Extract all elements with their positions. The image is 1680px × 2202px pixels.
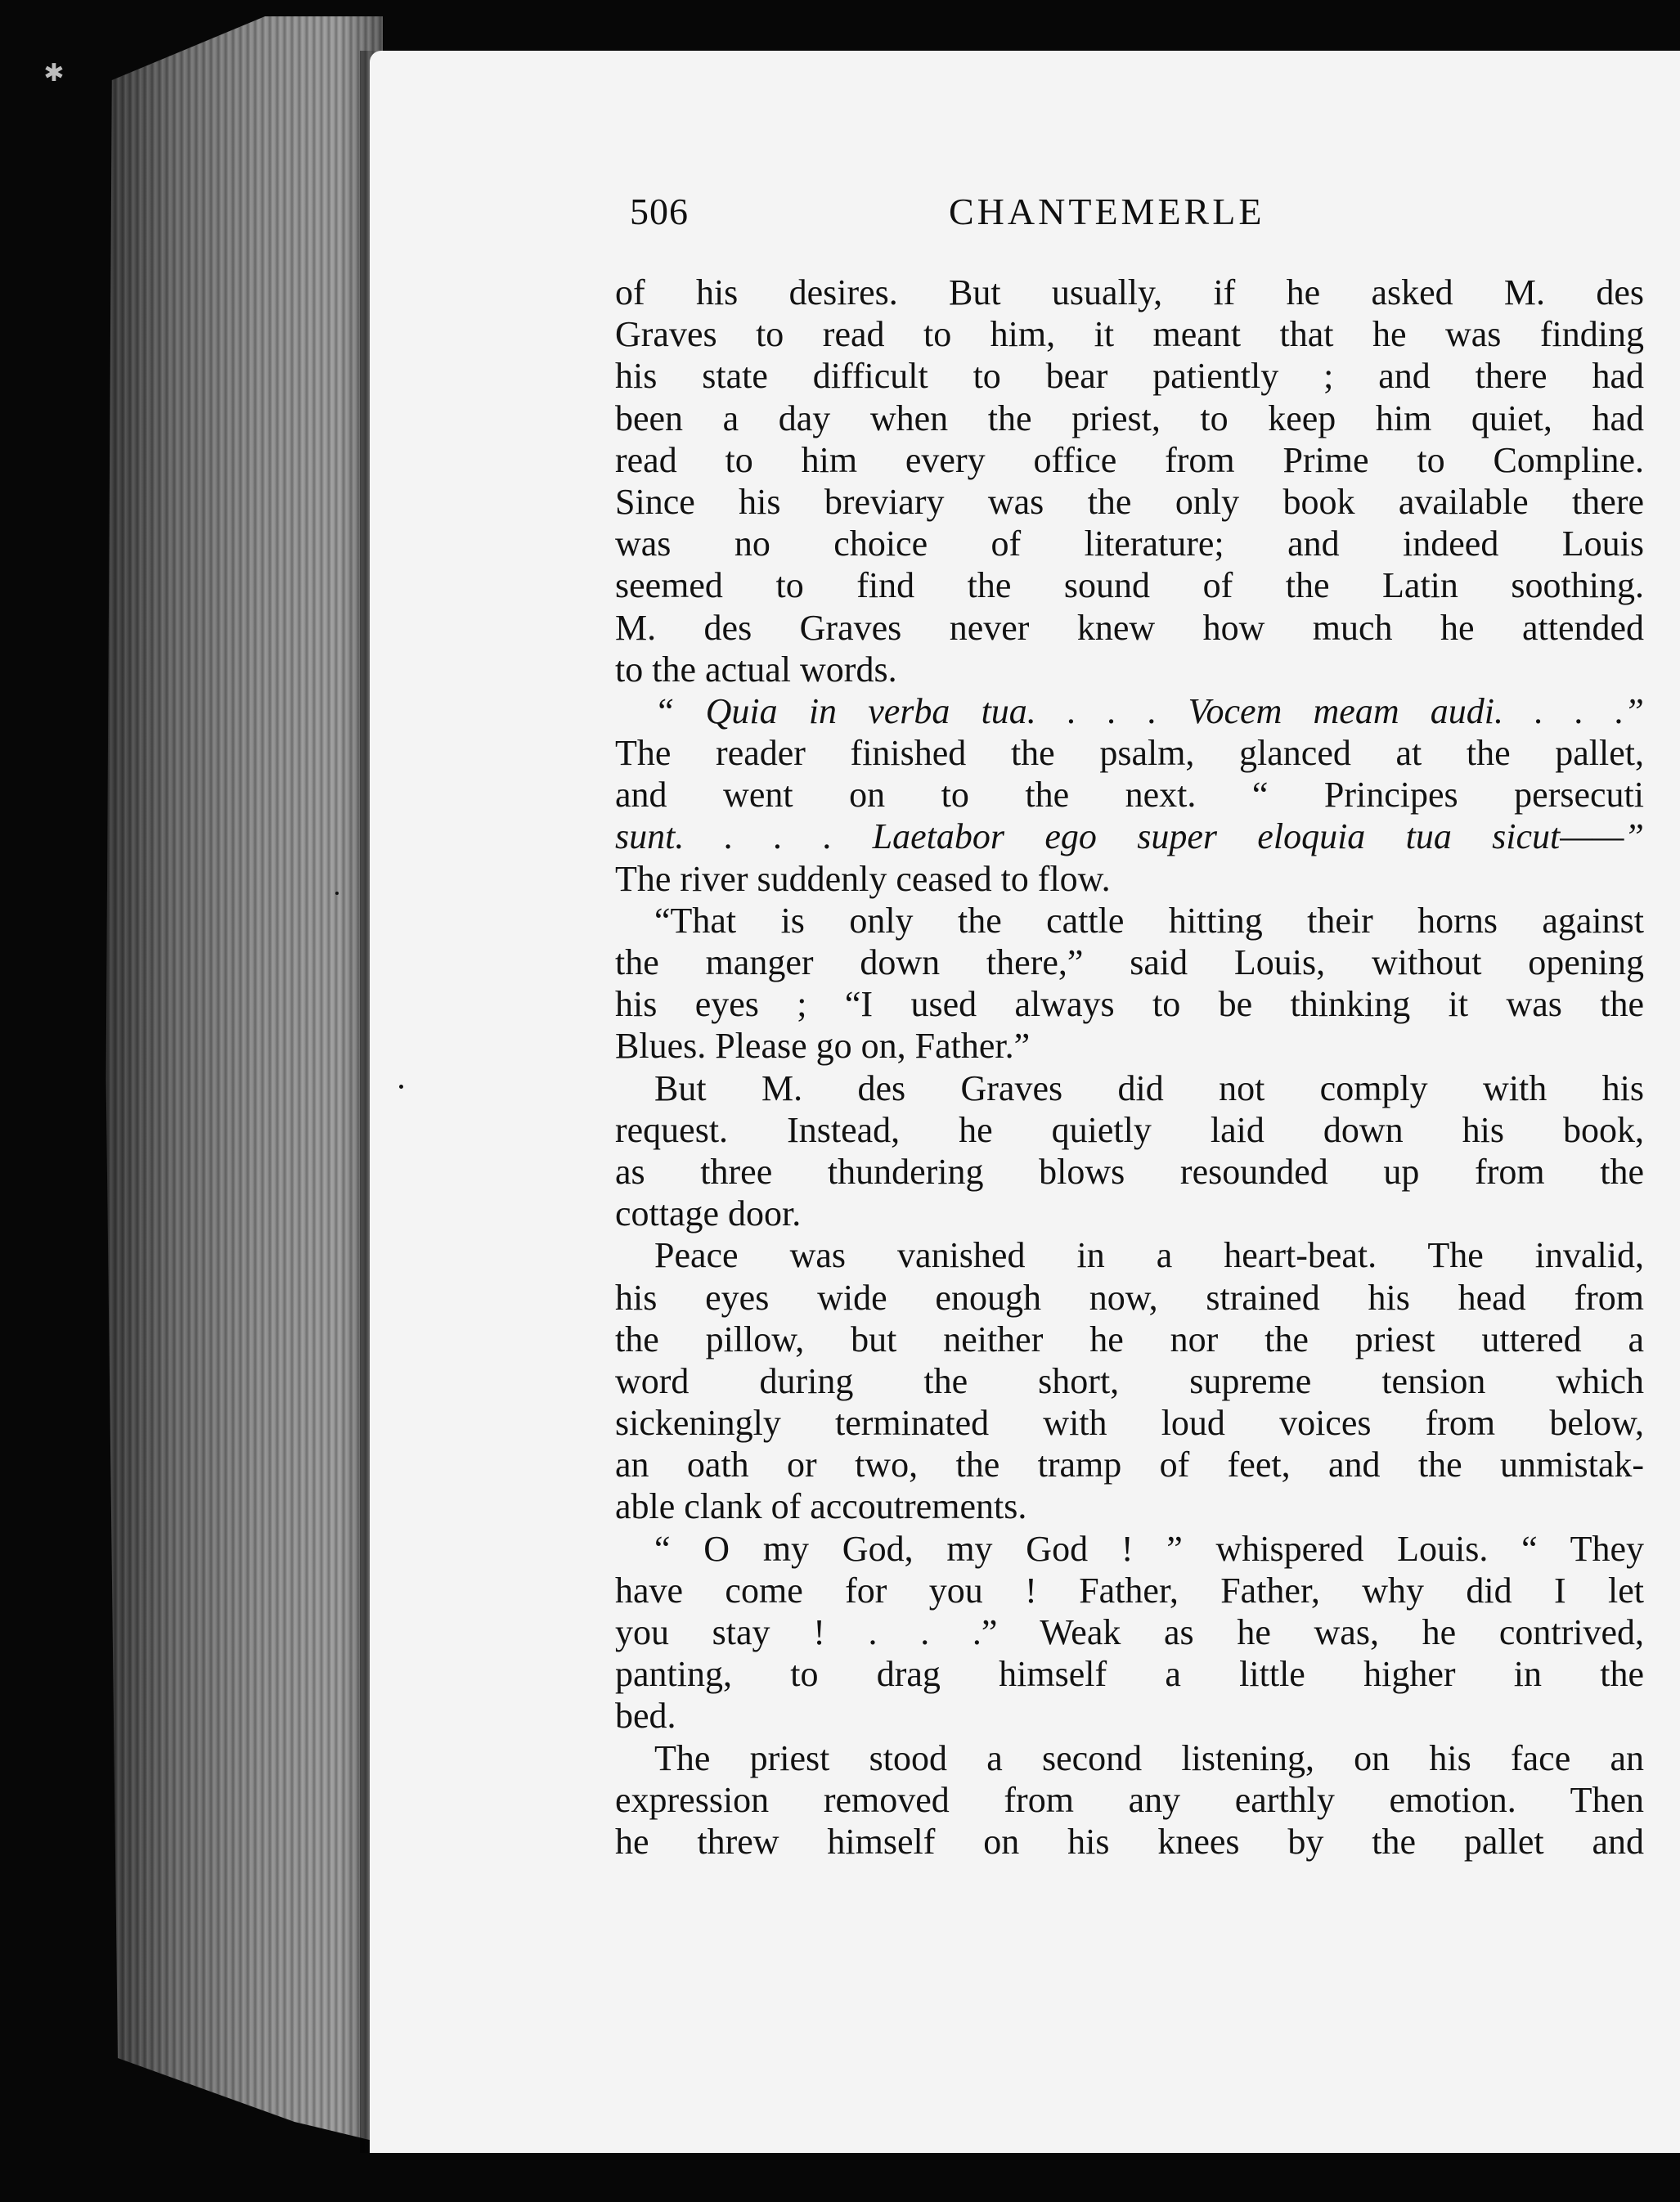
text-line: an oath or two, the tramp of feet, and the unmistak- — [615, 1445, 1644, 1485]
text-line: the pillow, but neither he nor the priest uttered a — [615, 1319, 1644, 1359]
text-line: of his desires. But usually, if he asked M. des — [615, 272, 1644, 312]
text-line: But M. des Graves did not comply with his — [654, 1067, 1644, 1108]
text-line: “That is only the cattle hitting their horns against — [654, 900, 1644, 941]
running-head — [630, 190, 1644, 247]
body-text — [615, 272, 1644, 1863]
text-line: and went on to the next. “ Principes persecuti — [615, 775, 1644, 816]
text-line: his eyes wide enough now, strained his head from — [615, 1277, 1644, 1318]
latin-quote-line: “ Quia in verba tua. . . . Vocem meam audi. . . .” — [654, 690, 1644, 731]
ink-speck — [399, 1085, 403, 1089]
text-line: The reader finished the psalm, glanced at the pallet, — [615, 733, 1644, 774]
text-line: Graves to read to him, it meant that he was finding — [615, 314, 1644, 355]
text-line: to the actual words. — [615, 649, 897, 690]
text-line: have come for you ! Father, Father, why did I let — [615, 1570, 1644, 1611]
text-line: The river suddenly ceased to flow. — [615, 858, 1111, 899]
text-line: “ O my God, my God ! ” whispered Louis. “ They — [654, 1528, 1644, 1569]
page-number: 506 — [630, 191, 689, 232]
paragraph — [615, 1737, 1644, 1863]
text-line: bed. — [615, 1696, 676, 1737]
ink-speck — [335, 892, 339, 895]
text-line: read to him every office from Prime to Compline. — [615, 439, 1644, 480]
running-title: CHANTEMERLE — [949, 191, 1265, 232]
book-page-edges — [88, 16, 383, 2143]
text-line: he threw himself on his knees by the pallet and — [615, 1821, 1644, 1862]
text-line: panting, to drag himself a little higher in the — [615, 1654, 1644, 1695]
text-line: his state difficult to bear patiently ; and there had — [615, 356, 1644, 397]
latin-quote-line: sunt. . . . Laetabor ego super eloquia tua sicut——” — [615, 816, 1644, 857]
text-line: Peace was vanished in a heart-beat. The invalid, — [654, 1235, 1644, 1276]
text-line: as three thundering blows resounded up from the — [615, 1151, 1644, 1192]
text-line: you stay ! . . .” Weak as he was, he contrived, — [615, 1612, 1644, 1652]
text-line: seemed to find the sound of the Latin soothing. — [615, 565, 1644, 606]
text-line: Blues. Please go on, Father.” — [615, 1026, 1031, 1067]
text-line: able clank of accoutrements. — [615, 1486, 1027, 1527]
paragraph — [615, 690, 1644, 900]
text-line: M. des Graves never knew how much he attended — [615, 607, 1644, 648]
text-line: The priest stood a second listening, on his face an — [654, 1737, 1644, 1778]
paragraph — [615, 1234, 1644, 1527]
text-line: his eyes ; “I used always to be thinking it was the — [615, 984, 1644, 1025]
paragraph — [615, 900, 1644, 1067]
text-line: word during the short, supreme tension which — [615, 1360, 1644, 1401]
paragraph — [615, 272, 1644, 690]
paragraph — [615, 1067, 1644, 1235]
text-line: the manger down there,” said Louis, without opening — [615, 942, 1644, 982]
text-line: cottage door. — [615, 1193, 802, 1234]
text-line: request. Instead, he quietly laid down his book, — [615, 1109, 1644, 1150]
text-line: been a day when the priest, to keep him quiet, had — [615, 398, 1644, 438]
text-line: Since his breviary was the only book available there — [615, 481, 1644, 522]
text-line: was no choice of literature; and indeed Louis — [615, 524, 1644, 564]
text-line: expression removed from any earthly emotion. Then — [615, 1779, 1644, 1820]
scan-artifact-mark: ✱ — [43, 60, 65, 87]
text-line: sickeningly terminated with loud voices from below, — [615, 1403, 1644, 1444]
paragraph — [615, 1528, 1644, 1737]
